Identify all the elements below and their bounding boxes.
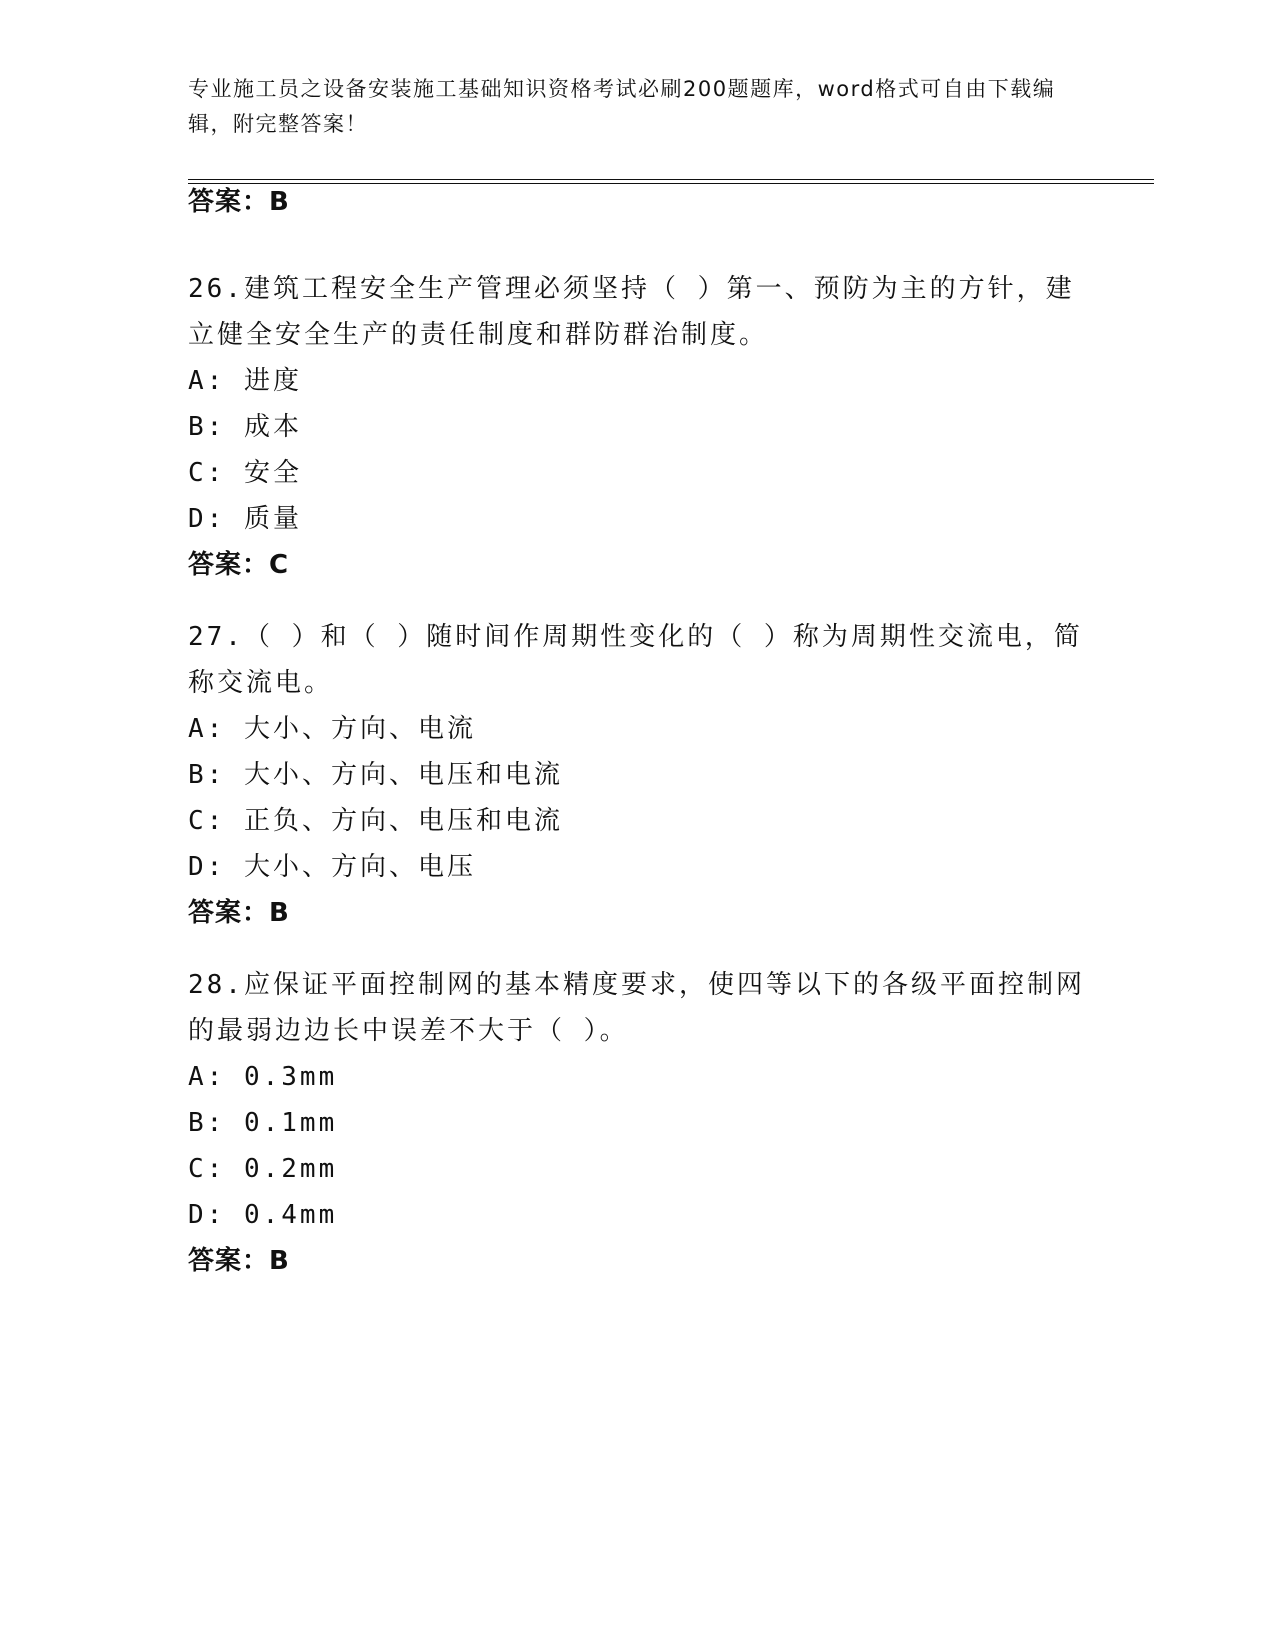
- answer: 答案：C: [188, 550, 290, 580]
- question-text: 28.应保证平面控制网的基本精度要求，使四等以下的各级平面控制网的最弱边边长中误差不大于（ ）。: [188, 970, 1085, 1046]
- option-d: D: 0.4mm: [188, 1200, 338, 1230]
- option-c: C: 0.2mm: [188, 1154, 338, 1184]
- question-text: 27.（ ）和（ ）随时间作周期性变化的（ ）称为周期性交流电，简称交流电。: [188, 622, 1083, 698]
- header-divider-top: [188, 179, 1154, 180]
- previous-answer: 答案：B: [188, 187, 290, 217]
- option-c: C: 正负、方向、电压和电流: [188, 806, 563, 836]
- option-a: A: 大小、方向、电流: [188, 714, 476, 744]
- option-d: D: 大小、方向、电压: [188, 852, 476, 882]
- answer: 答案：B: [188, 898, 290, 928]
- document-header: [188, 72, 1088, 142]
- option-d: D: 质量: [188, 504, 302, 534]
- option-a: A: 进度: [188, 366, 302, 396]
- option-b: B: 0.1mm: [188, 1108, 338, 1138]
- question-28: [188, 962, 1088, 1284]
- option-b: B: 成本: [188, 412, 302, 442]
- answer: 答案：B: [188, 1246, 290, 1276]
- header-title: 专业施工员之设备安装施工基础知识资格考试必刷200题题库，word格式可自由下载编辑，附完整答案！: [188, 77, 1056, 136]
- header-divider-bottom: [188, 183, 1154, 184]
- question-27: [188, 614, 1088, 936]
- option-b: B: 大小、方向、电压和电流: [188, 760, 563, 790]
- option-c: C: 安全: [188, 458, 302, 488]
- option-a: A: 0.3mm: [188, 1062, 338, 1092]
- question-text: 26.建筑工程安全生产管理必须坚持（ ）第一、预防为主的方针，建立健全安全生产的责任制度和群防群治制度。: [188, 274, 1075, 350]
- question-26: [188, 266, 1088, 588]
